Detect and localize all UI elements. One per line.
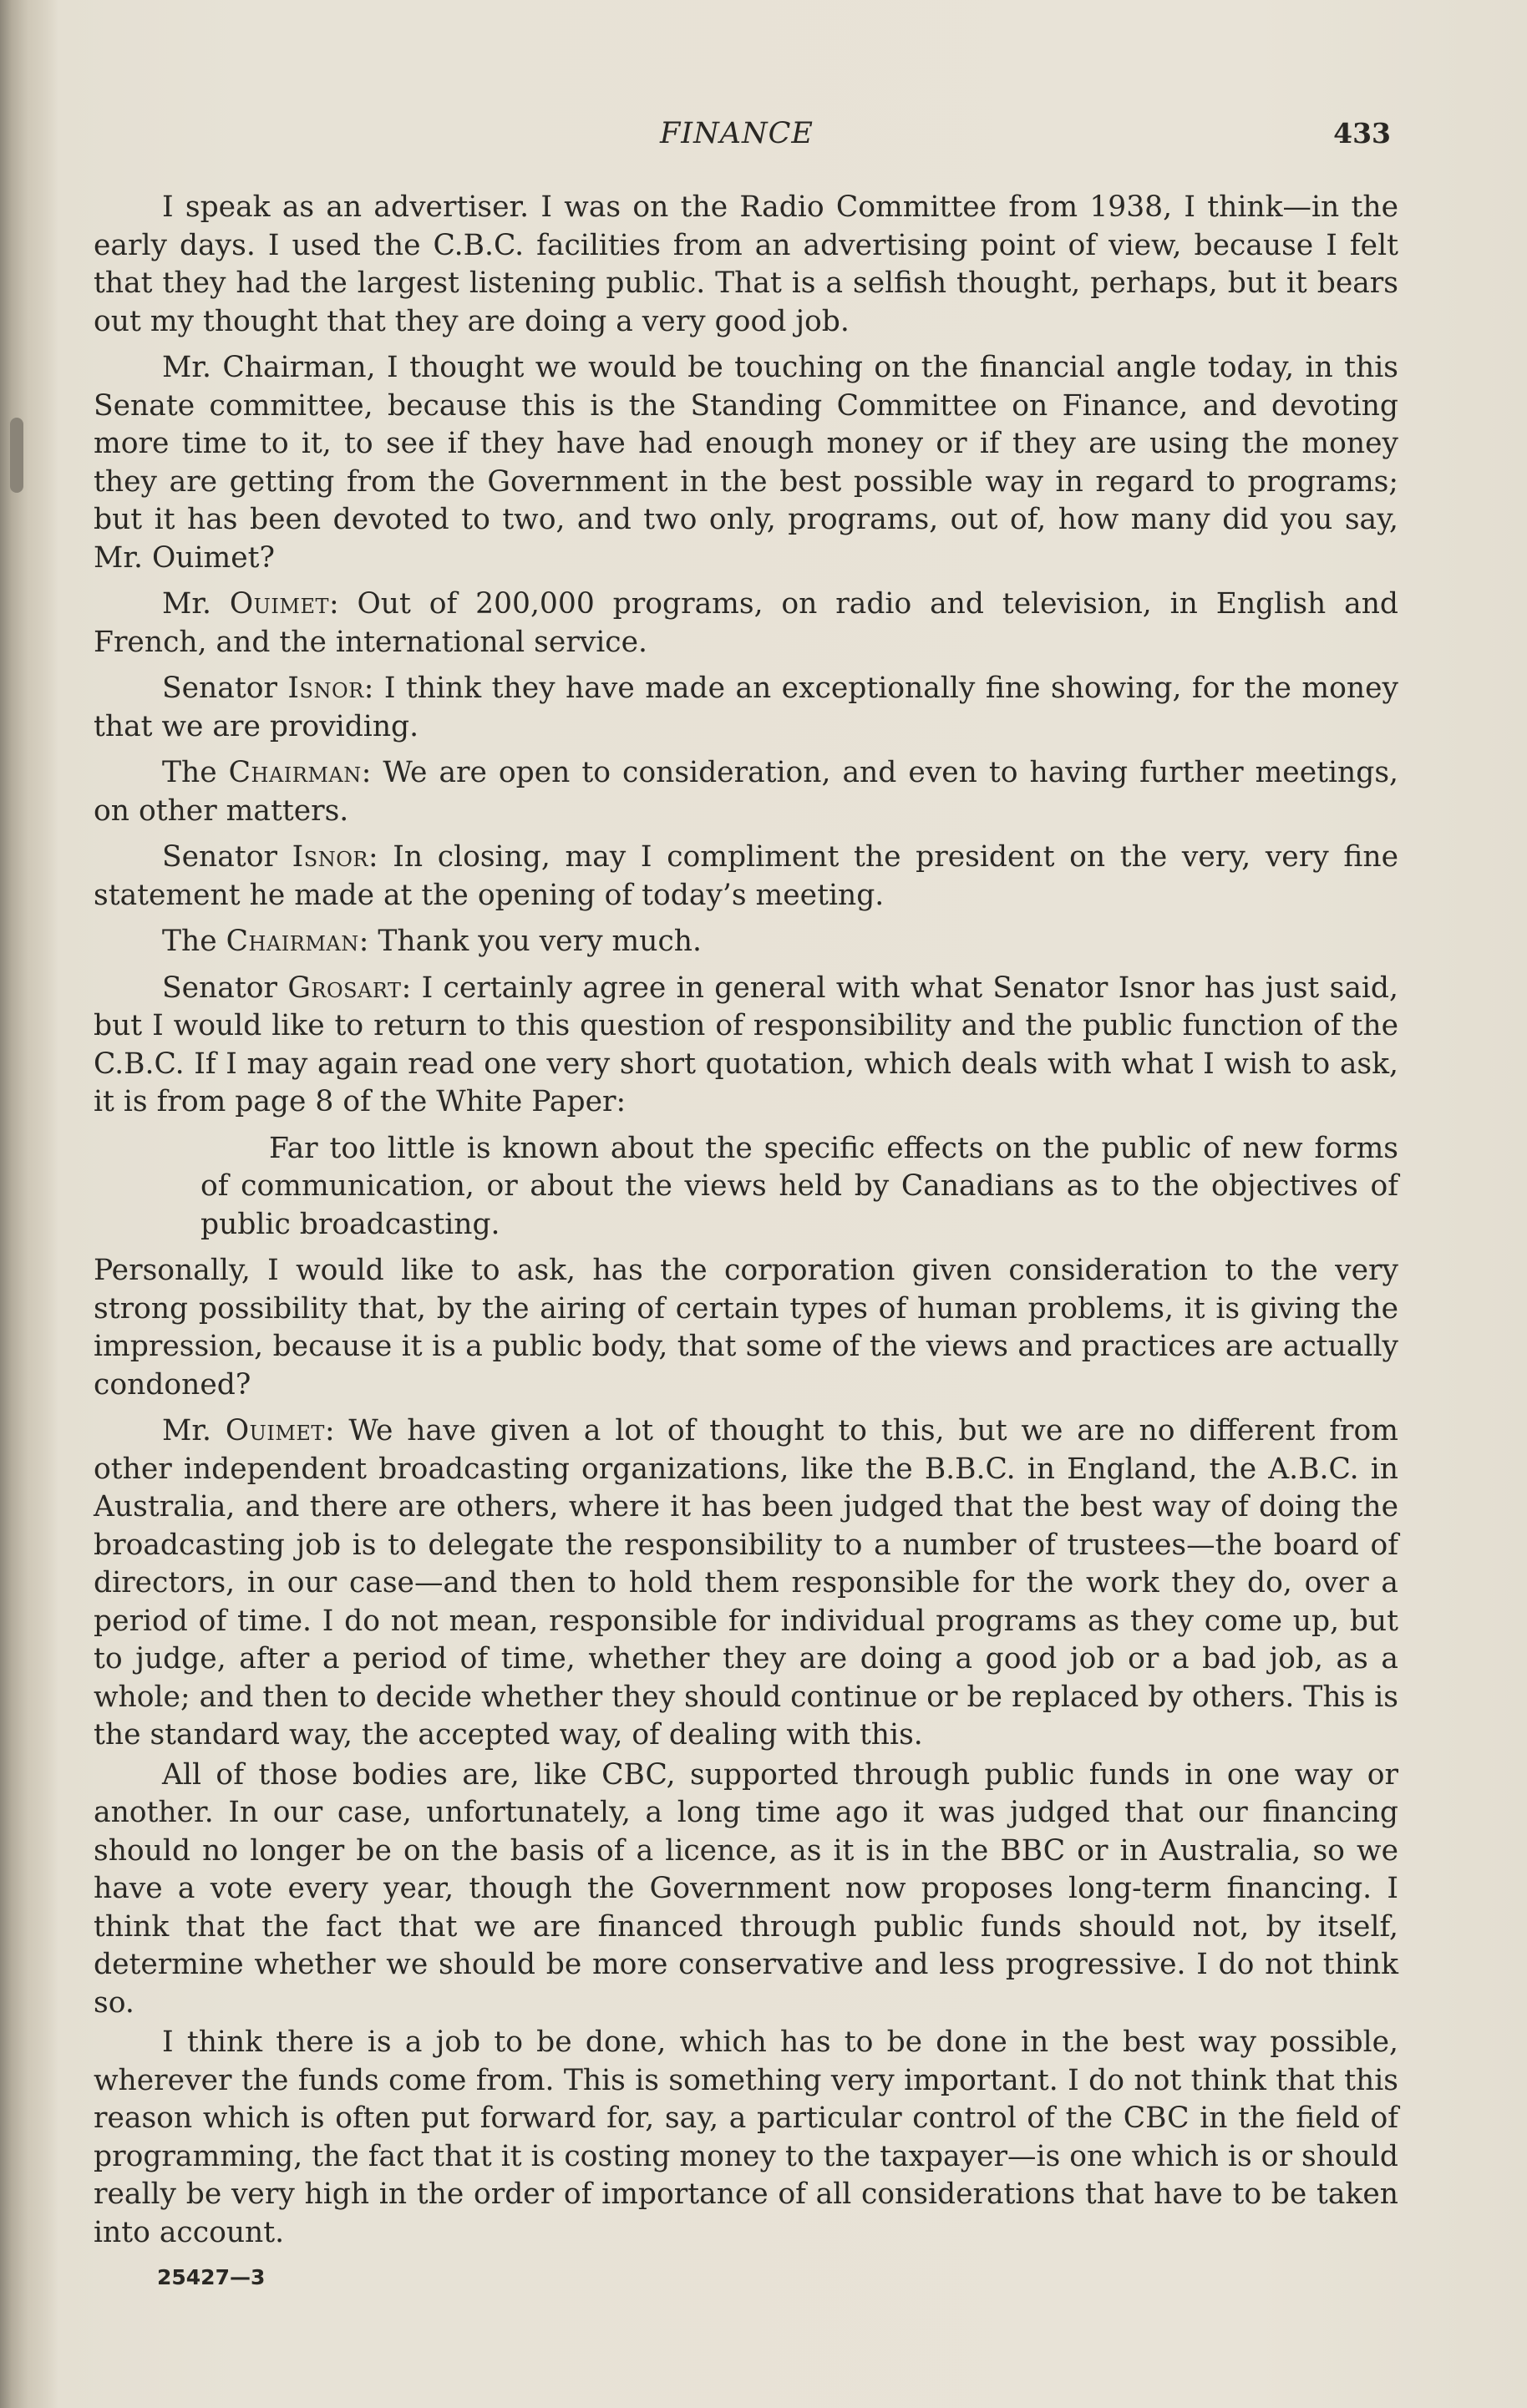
paragraph: Senator Isnor: In closing, may I compliment the president on the very, very fine statement he made at the opening of today’s meeting. (94, 840, 1399, 912)
speaker-prefix: Senator (162, 971, 288, 1005)
speaker-name: Chairman (228, 756, 362, 789)
paragraph (94, 1252, 1398, 1404)
paragraph: Mr. Ouimet: Out of 200,000 programs, on radio and television, in English and French, and the international service. (94, 587, 1398, 659)
spine-mark (10, 418, 23, 493)
paragraph (94, 349, 1398, 577)
quote-text: Far too little is known about the specific effects on the public of new forms of communication, or about the views held by Canadians as to the objectives of public broadcasting. (200, 1131, 1398, 1241)
paragraph-text: I certainly agree in general with what Senator Isnor has just said, but I would like to return to this question of responsibility and the public function of the C.B.C. If I may again read one very short quotation, which deals with what I wish to ask, it is from page 8 of the White Paper: (94, 971, 1398, 1118)
paragraph: The Chairman: Thank you very much. (162, 925, 702, 958)
speaker-name: Ouimet (229, 587, 329, 621)
paragraph-text: Mr. Chairman, I thought we would be touching on the financial angle today, in this Senate committee, because this is the Standing Committee on Finance, and devoting more time to it, to see if they have had enough money or if they are using the money they are getting from the Government in the best possible way in regard to programs; but it has been devoted to two, and two only, programs, out of, how many did you say, Mr. Ouimet? (94, 351, 1398, 575)
paragraph: The Chairman: We are open to consideration, and even to having further meetings, on other matters. (94, 756, 1398, 828)
signature-mark: 25427—3 (157, 2265, 266, 2289)
paragraph-text: I speak as an advertiser. I was on the Radio Committee from 1938, I think—in the early days. I used the C.B.C. facilities from an advertising point of view, because I felt that they had the largest listening public. That is a selfish thought, perhaps, but it bears out my thought that they are doing a very good job. (94, 190, 1398, 338)
body-text (94, 189, 1398, 2253)
paragraph-text: I think there is a job to be done, which has to be done in the best way possible, wherever the funds come from. This is something very important. I do not think that this reason which is often put forward for, say, a particular control of the CBC in the field of programming, the fact that it is costing money to the taxpayer—is one which is or should really be very high in the order of importance of all considerations that have to be taken into account. (94, 2025, 1398, 2249)
paragraph-text: We have given a lot of thought to this, but we are no different from other independent broadcasting organizations, like the B.B.C. in England, the A.B.C. in Australia, and there are others, where it has been judged that the best way of doing the broadcasting job is to delegate the responsibility to a number of trustees—the board of directors, in our case—and then to hold them responsible for the work they do, over a period of time. I do not mean, responsible for individual programs as they come up, but to judge, after a period of time, whether they are doing a good job or a bad job, as a whole; and then to decide whether they should continue or be replaced by others. This is the standard way, the accepted way, of dealing with this. (94, 1414, 1398, 1752)
speaker-name: Grosart (287, 971, 402, 1005)
paragraph (94, 1757, 1398, 2023)
paragraph-text: I think they have made an exceptionally fine showing, for the money that we are providing. (94, 672, 1398, 743)
paragraph-text: We are open to consideration, and even to having further meetings, on other matters. (94, 756, 1398, 828)
book-binding-shadow (0, 0, 58, 2408)
speaker-prefix: Senator (162, 840, 292, 874)
paragraph-text: Thank you very much. (378, 925, 702, 958)
paragraph: Senator Grosart: I certainly agree in general with what Senator Isnor has just said, but I would like to return to this question of responsibility and the public function of the C.B.C. If I may again read one very short quotation, which deals with what I wish to ask, it is from page 8 of the White Paper: (94, 971, 1398, 1118)
running-title: FINANCE (660, 117, 814, 150)
speaker-prefix: Mr. (162, 1414, 226, 1447)
paragraph (94, 2024, 1398, 2252)
speaker-prefix: The (162, 756, 229, 789)
speaker-name: Isnor (287, 672, 364, 705)
block-quote (200, 1130, 1398, 1245)
paragraph: Mr. Ouimet: We have given a lot of thought to this, but we are no different from other independent broadcasting organizations, like the B.B.C. in England, the A.B.C. in Australia, and there are others, where it has been judged that the best way of doing the broadcasting job is to delegate the responsibility to a number of trustees—the board of directors, in our case—and then to hold them responsible for the work they do, over a period of time. I do not mean, responsible for individual programs as they come up, but to judge, after a period of time, whether they are doing a good job or a bad job, as a whole; and then to decide whether they should continue or be replaced by others. This is the standard way, the accepted way, of dealing with this. (94, 1414, 1398, 1752)
speaker-prefix: Mr. (162, 587, 230, 621)
speaker-name: Ouimet (225, 1414, 325, 1447)
paragraph-text: In closing, may I compliment the president on the very, very fine statement he made at the opening of today’s meeting. (94, 840, 1399, 912)
paragraph-text: All of those bodies are, like CBC, supported through public funds in one way or another. In our case, unfortunately, a long time ago it was judged that our financing should no longer be on the basis of a licence, as it is in the BBC or in Australia, so we have a vote every year, though the Government now proposes long-term financing. I think that the fact that we are financed through public funds should not, by itself, determine whether we should be more conservative and less progressive. I do not think so. (94, 1757, 1398, 2020)
speaker-name: Isnor (292, 840, 368, 874)
speaker-prefix: The (162, 925, 226, 958)
paragraph-text: Out of 200,000 programs, on radio and television, in English and French, and the international service. (94, 587, 1398, 659)
paragraph (94, 189, 1398, 341)
speaker-prefix: Senator (162, 672, 288, 705)
paragraph: Senator Isnor: I think they have made an exceptionally fine showing, for the money that we are providing. (94, 672, 1398, 743)
page-number: 433 (1333, 117, 1391, 150)
speaker-name: Chairman (226, 925, 359, 958)
running-header (96, 117, 1391, 159)
paragraph-text: Personally, I would like to ask, has the corporation given consideration to the very strong possibility that, by the airing of certain types of human problems, it is giving the impression, because it is a public body, that some of the views and practices are actually condoned? (94, 1254, 1398, 1402)
